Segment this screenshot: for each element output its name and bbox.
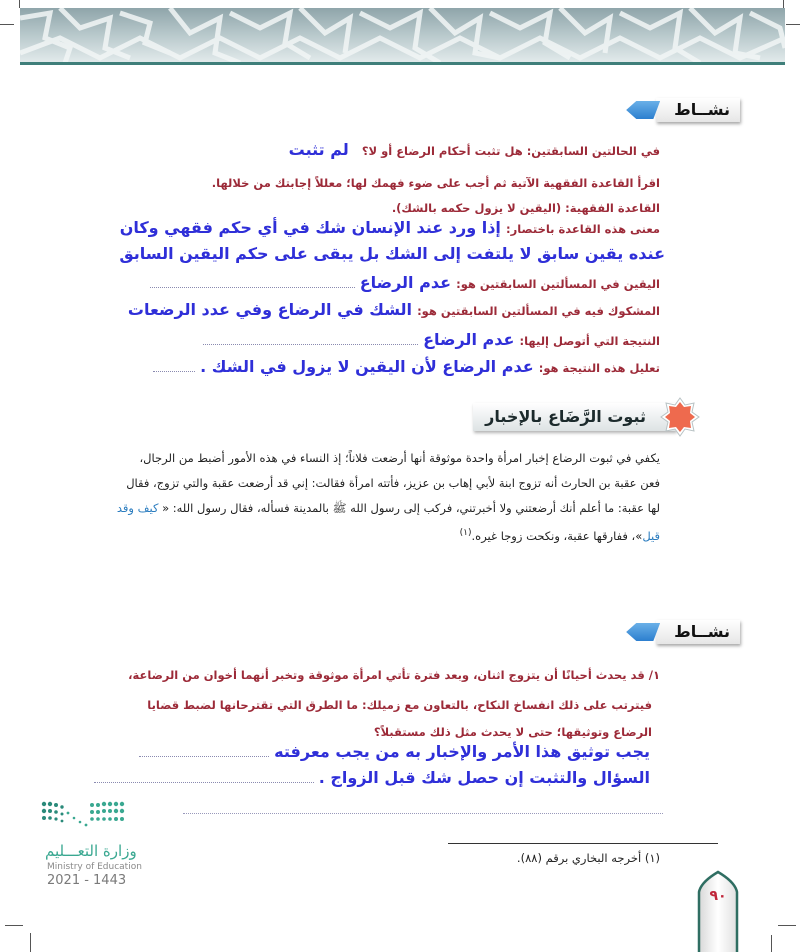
instruction-text: اقرأ القاعدة الفقهية الآتية ثم أجب على ضوء فهمك لها؛ معللاً إجابتك من خلالها. [211, 176, 660, 190]
reason-row [153, 357, 660, 376]
question-row [147, 694, 652, 713]
instruction [212, 172, 660, 191]
paragraph-line: يكفي في ثبوت الرضاع إخبار امرأة واحدة موثوقة أنها أرضعت فلاناً؛ إذ النساء في هذه الأمور أضبط من الرجال، [139, 451, 660, 465]
crop-mark [5, 925, 23, 926]
meaning-answer-2: عنده يقين سابق لا يلتفت إلى الشك بل يبقى على حكم اليقين السابق [119, 244, 665, 263]
activity-badge [626, 98, 740, 122]
meaning-answer-1: إذا ورد عند الإنسان شك في أي حكم فقهي وكان [119, 218, 501, 237]
badge-tab-icon [626, 101, 660, 119]
doubt-label: المشكوك فيه في المسألتين السابقتين هو: [417, 304, 660, 318]
result-label: النتيجة التي أتوصل إليها: [519, 334, 660, 348]
answer-text: يجب توثيق هذا الأمر والإخبار به من يجب معرفته [274, 742, 650, 761]
paragraph-line: فعن عقبة بن الحارث أنه تزوج ابنة لأبي إهاب بن عزيز، فأتته امرأة فقالت: إني قد أرضعت عقبة والتي تزوج، فقال [126, 476, 660, 490]
crop-mark [30, 933, 31, 952]
page-number-tab-icon [697, 870, 739, 952]
crop-mark [771, 935, 772, 952]
octagram-icon [660, 397, 700, 437]
answer-dotted-line [150, 287, 355, 288]
ministry-name-arabic: وزارة التعـــليم [45, 842, 137, 860]
header-divider [20, 62, 785, 65]
doubt-answer: الشك في الرضاع وفي عدد الرضعات [127, 300, 412, 319]
paragraph-line [20, 496, 660, 521]
answer-text: السؤال والتثبت إن حصل شك قبل الزواج . [318, 768, 650, 787]
hadith-quote: قيل [642, 528, 660, 543]
answer-row [94, 768, 650, 787]
answer-dotted-line [153, 371, 195, 372]
reason-answer: عدم الرضاع لأن اليقين لا يزول في الشك . [200, 357, 534, 376]
paragraph-line [20, 521, 660, 549]
question-text: فيترتب على ذلك انفساخ النكاح، بالتعاون مع زميلك: ما الطرق التي تقترحانها لضبط قضايا [147, 698, 652, 712]
question-text: ١/ قد يحدث أحيانًا أن يتزوج اثنان، وبعد فترة تأتي امرأة موثوقة وتخبر أنهما أخوان من الرضاعة، [128, 668, 660, 682]
answer-dotted-line [139, 756, 269, 757]
question-row [374, 721, 652, 740]
rule-text: القاعدة الفقهية: (اليقين لا يزول حكمه بالشك). [391, 201, 660, 215]
answer-dotted-line [94, 782, 314, 783]
certainty-row [150, 273, 660, 292]
doubt-row [128, 300, 660, 319]
question-text: في الحالتين السابقتين: هل تثبت أحكام الرضاع أو لا؟ [361, 144, 660, 158]
footnote-ref[interactable]: (١) [459, 528, 472, 538]
hadith-quote: كيف وقد [116, 501, 159, 515]
crop-mark [0, 24, 14, 25]
rule [392, 197, 660, 216]
activity-badge [626, 620, 740, 644]
edition-year: 2021 - 1443 [47, 873, 127, 888]
result-row [203, 330, 660, 349]
answer-row [139, 742, 650, 761]
section-title: ثبوت الرَّضَاع بالإخبار [473, 403, 676, 431]
section-header [473, 397, 700, 437]
meaning-row [120, 218, 660, 237]
header-pattern [20, 8, 785, 63]
badge-tab-icon [626, 623, 660, 641]
ministry-name-english: Ministry of Education [47, 862, 142, 872]
answer-text: لم تثبت [288, 140, 349, 159]
question-text: الرضاع وتوثيقها؛ حتى لا يحدث مثل ذلك مستقبلاً؟ [373, 725, 652, 739]
result-answer: عدم الرضاع [423, 330, 515, 349]
crop-mark [19, 0, 20, 8]
crop-mark [786, 24, 800, 25]
meaning-label: معنى هذه القاعدة باختصار: [506, 222, 660, 236]
footnote-divider [448, 843, 718, 844]
ministry-logo-icon [40, 800, 130, 830]
activity-badge-label: نشــاط [656, 98, 740, 122]
question-1 [289, 140, 660, 159]
islamic-pattern-icon [20, 8, 785, 63]
section-paragraph [20, 446, 660, 549]
certainty-answer: عدم الرضاع [359, 273, 451, 292]
page-number: ٩٠ [709, 888, 727, 904]
paragraph-text: »، ففارقها عقبة، ونكحت زوجا غيره. [471, 528, 643, 543]
answer-dotted-line [203, 344, 418, 345]
reason-label: تعليل هذه النتيجة هو: [538, 361, 660, 375]
footnote: (١) أخرجه البخاري برقم (٨٨). [516, 851, 660, 865]
crop-mark [778, 925, 796, 926]
paragraph-text: لها عقبة: ما أعلم أنك أرضعتني ولا أخبرتني، فركب إلى رسول الله ﷺ بالمدينة فسأله، فقال رسول الله: « [162, 501, 660, 515]
question-row [128, 664, 660, 683]
certainty-label: اليقين في المسألتين السابقتين هو: [456, 277, 660, 291]
activity-badge-label: نشــاط [656, 620, 740, 644]
answer-dotted-line [183, 813, 663, 814]
meaning-row-2 [119, 244, 665, 263]
